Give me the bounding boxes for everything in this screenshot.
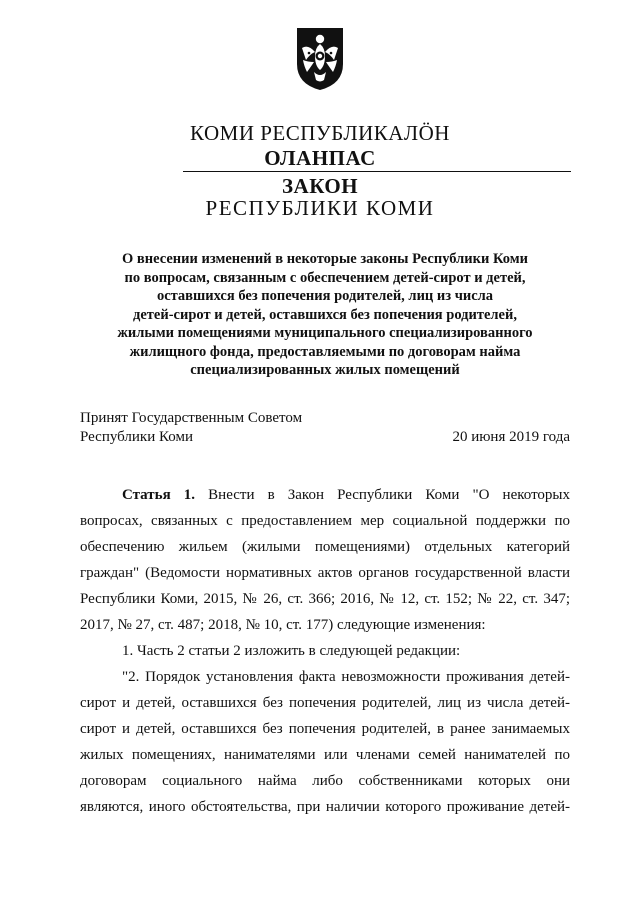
header-divider	[183, 171, 571, 172]
title-line: оставшихся без попечения родителей, лиц из числа	[156, 288, 494, 304]
document-title	[80, 250, 570, 380]
adoption-block	[80, 409, 570, 447]
title-line: О внесении изменений в некоторые законы Республики Коми	[122, 251, 528, 267]
item-1: 1. Часть 2 статьи 2 изложить в следующей редакции:	[122, 643, 461, 659]
quote-line: сирот и детей, оставшихся без попечения родителей, лиц из числа детей-	[80, 695, 570, 711]
article-line: 2017, № 27, ст. 487; 2018, № 10, ст. 177) следующие изменения:	[80, 617, 486, 633]
title-line: жилищного фонда, предоставляемыми по договорам найма	[129, 343, 521, 360]
title-line: специализированных жилых помещений	[190, 362, 460, 378]
quote-line: договорам социального найма либо собственниками которых они	[80, 773, 570, 789]
article-line: обеспечению жильем (жилыми помещениями) отдельных категорий	[80, 539, 570, 555]
article-line: Республики Коми, 2015, № 26, ст. 366; 2016, № 12, ст. 152; № 22, ст. 347;	[80, 591, 570, 607]
header-line-law: ЗАКОН	[281, 174, 359, 198]
adopted-by-line-2: Республики Коми	[80, 429, 193, 445]
article-line: граждан" (Ведомости нормативных актов органов государственной власти	[80, 565, 570, 581]
header-line-republic: РЕСПУБЛИКИ КОМИ	[205, 196, 435, 220]
quote-line: "2. Порядок установления факта невозможности проживания детей-	[122, 669, 570, 685]
title-line: жилыми помещениями муниципального специализированного	[117, 325, 533, 341]
adoption-date: 20 июня 2019 года	[452, 429, 570, 445]
article-first-line-text: Внести в Закон Республики Коми "О некоторых	[208, 487, 570, 503]
header-line-olanpas: ОЛАНПАС	[264, 146, 376, 170]
quote-line: являются, иного обстоятельства, при наличии которого проживание детей-	[80, 799, 570, 815]
article-body	[80, 482, 570, 820]
article-label: Статья 1.	[122, 487, 196, 503]
header-line-komi: КОМИ РЕСПУБЛИКАЛӦН	[190, 121, 450, 145]
quote-line: жилых помещениях, нанимателями или членами семей нанимателей по	[80, 747, 570, 763]
coat-of-arms-emblem	[294, 26, 346, 92]
quote-line: сирот и детей, оставшихся без попечения родителей, в ранее занимаемых	[80, 721, 570, 737]
title-line: по вопросам, связанным с обеспечением детей-сирот и детей,	[124, 269, 526, 286]
adopted-by-line: Принят Государственным Советом	[80, 410, 303, 426]
article-first-line	[80, 482, 570, 508]
article-line: вопросах, связанных с предоставлением мер социальной поддержки по	[80, 513, 570, 529]
title-line: детей-сирот и детей, оставшихся без попечения родителей,	[133, 306, 517, 323]
